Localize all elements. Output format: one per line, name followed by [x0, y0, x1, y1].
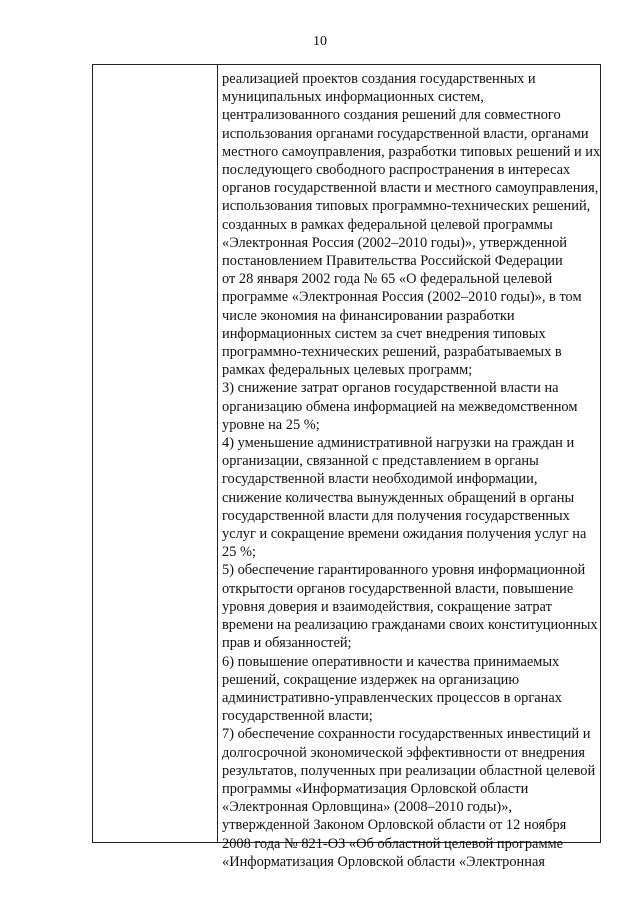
text-line: «Электронная Орловщина» (2008–2010 годы)»,: [222, 799, 513, 816]
text-line: долгосрочной экономической эффективности от внедрения: [222, 744, 586, 761]
text-line: централизованного создания решений для совместного: [222, 107, 561, 124]
text-line: результатов, полученных при реализации областной целевой: [222, 762, 596, 779]
text-line: рамках федеральных целевых программ;: [222, 362, 473, 379]
text-line: программе «Электронная Россия (2002–2010 годы)», в том: [222, 289, 582, 306]
text-line: 2008 года № 821-ОЗ «Об областной целевой программе: [222, 835, 564, 852]
text-line: созданных в рамках федеральной целевой программы: [222, 216, 553, 233]
text-line: уровня доверия и взаимодействия, сокращение затрат: [222, 598, 552, 615]
text-line: использования типовых программно-технических решений,: [222, 198, 591, 215]
text-line: времени на реализацию гражданами своих конституционных: [222, 617, 598, 634]
text-line: 5) обеспечение гарантированного уровня информационной: [222, 562, 586, 579]
text-line: органов государственной власти и местного самоуправления,: [222, 180, 599, 197]
table-right-cell: [219, 70, 601, 871]
text-line: от 28 января 2002 года № 65 «О федеральной целевой: [222, 271, 553, 288]
text-line: 3) снижение затрат органов государственной власти на: [222, 380, 559, 397]
text-line: последующего свободного распространения в интересах: [222, 162, 571, 179]
text-line: государственной власти;: [222, 708, 373, 725]
text-line: организации, связанной с представлением в органы: [222, 453, 539, 470]
text-line: местного самоуправления, разработки типовых решений и их: [222, 143, 601, 160]
text-line: административно-управленческих процессов в органах: [222, 689, 562, 706]
text-line: программы «Информатизация Орловской области: [222, 780, 529, 797]
text-line: уровне на 25 %;: [222, 416, 320, 433]
text-line: реализацией проектов создания государственных и: [222, 71, 536, 87]
text-line: 7) обеспечение сохранности государственных инвестиций и: [222, 726, 591, 743]
text-line: решений, сокращение издержек на организацию: [222, 671, 520, 688]
text-line: 6) повышение оперативности и качества принимаемых: [222, 653, 560, 670]
text-line: услуг и сокращение времени ожидания получения услуг на: [222, 526, 587, 543]
text-line: государственной власти необходимой информации,: [222, 471, 538, 488]
text-line: открытости органов государственной власти, повышение: [222, 580, 574, 597]
table-left-cell: [93, 65, 218, 842]
text-line: муниципальных информационных систем,: [222, 89, 484, 106]
page-number: 10: [313, 34, 327, 49]
text-line: «Информатизация Орловской области «Электронная: [222, 853, 545, 870]
text-line: «Электронная Россия (2002–2010 годы)», утвержденной: [222, 234, 568, 251]
text-line: информационных систем за счет внедрения типовых: [222, 325, 546, 342]
text-line: утвержденной Законом Орловской области от 12 ноября: [222, 817, 567, 834]
text-line: снижение количества вынужденных обращений в органы: [222, 489, 575, 506]
text-line: 4) уменьшение административной нагрузки на граждан и: [222, 435, 575, 452]
text-line: прав и обязанностей;: [222, 635, 352, 652]
text-line: числе экономия на финансировании разработки: [222, 307, 515, 324]
document-table: [92, 64, 601, 870]
text-line: постановлением Правительства Российской Федерации: [222, 253, 563, 270]
text-line: организацию обмена информацией на межведомственном: [222, 398, 578, 415]
text-line: использования органами государственной власти, органами: [222, 125, 589, 142]
text-line: государственной власти для получения государственных: [222, 507, 570, 524]
text-line: 25 %;: [222, 544, 256, 561]
text-line: программно-технических решений, разрабатываемых в: [222, 344, 562, 361]
